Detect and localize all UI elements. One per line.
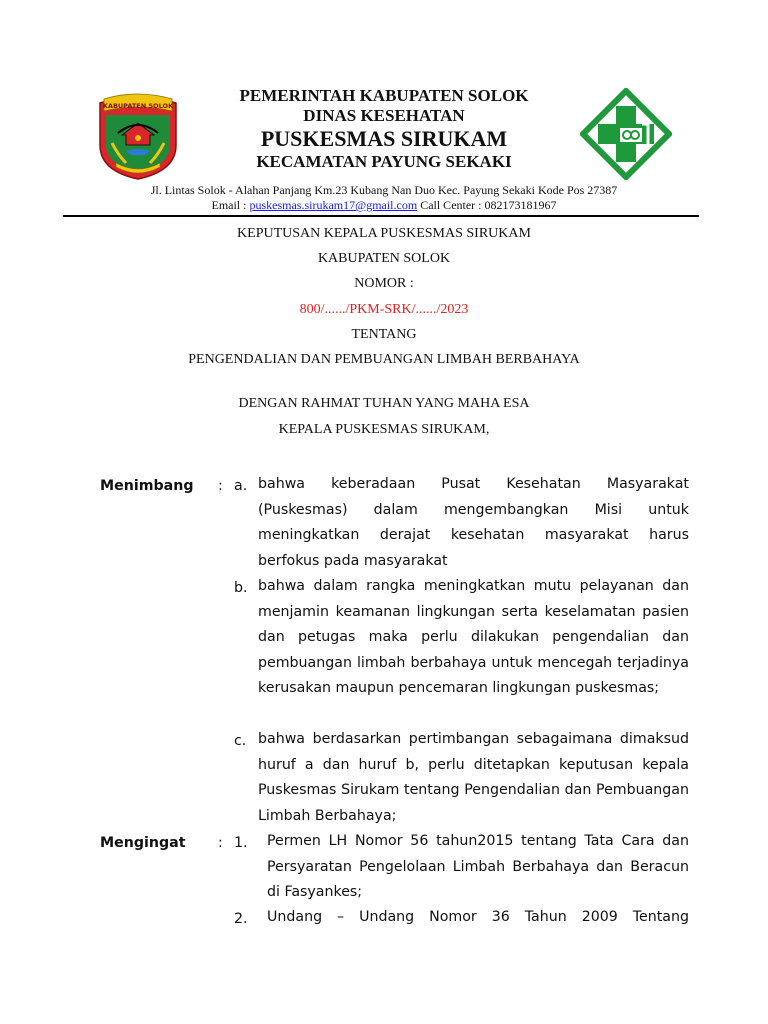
email-prefix: Email :: [211, 198, 250, 212]
mengingat-item-2: Undang – Undang Nomor 36 Tahun 2009 Tentang: [267, 909, 689, 925]
decree-subject: PENGENDALIAN DAN PEMBUANGAN LIMBAH BERBAHAYA: [188, 352, 580, 367]
menimbang-marker-c: c.: [234, 733, 247, 749]
decree-title: KEPUTUSAN KEPALA PUSKESMAS SIRUKAM: [237, 226, 531, 241]
district-name: KECAMATAN PAYUNG SEKAKI: [256, 152, 512, 171]
government-name: PEMERINTAH KABUPATEN SOLOK: [239, 86, 529, 105]
department-name: DINAS KESEHATAN: [303, 106, 465, 125]
mengingat-marker-2: 2.: [234, 911, 248, 927]
puskesmas-name: PUSKESMAS SIRUKAM: [260, 126, 508, 151]
mengingat-marker-1: 1.: [234, 835, 248, 851]
call-center: Call Center : 082173181967: [417, 198, 557, 212]
svg-text:KABUPATEN SOLOK: KABUPATEN SOLOK: [102, 102, 174, 110]
menimbang-item-b: bahwa dalam rangka meningkatkan mutu pelayanan dan menjamin keamanan lingkungan serta keselamatan pasien dan petugas maka perlu dilakukan pengendalian dan pembuangan limbah berbahaya untuk mencegah terjadinya kerusakan maupun pencemaran lingkungan puskesmas;: [258, 578, 689, 696]
menimbang-marker-a: a.: [234, 478, 248, 494]
contact-line: [0, 198, 768, 213]
decree-about-label: TENTANG: [351, 327, 417, 342]
invocation: DENGAN RAHMAT TUHAN YANG MAHA ESA: [238, 396, 530, 411]
menimbang-label: Menimbang: [100, 478, 194, 494]
header-divider: [63, 215, 699, 217]
decree-number: 800/....../PKM-SRK/....../2023: [299, 302, 469, 317]
decree-number-label: NOMOR :: [354, 276, 414, 291]
email-link[interactable]: puskesmas.sirukam17@gmail.com: [249, 198, 418, 212]
mengingat-label: Mengingat: [100, 835, 186, 851]
menimbang-item-a: bahwa keberadaan Pusat Kesehatan Masyarakat (Puskesmas) dalam mengembangkan Misi untuk meningkatkan derajat kesehatan masyarakat harus berfokus pada masyarakat: [258, 476, 689, 569]
address-line: Jl. Lintas Solok - Alahan Panjang Km.23 Kubang Nan Duo Kec. Payung Sekaki Kode Pos 27387: [150, 183, 618, 197]
address-block: [0, 183, 768, 213]
mengingat-item-1: Permen LH Nomor 56 tahun2015 tentang Tata Cara dan Persyaratan Pengelolaan Limbah Berbahaya dan Beracun di Fasyankes;: [267, 833, 689, 900]
menimbang-marker-b: b.: [234, 580, 248, 596]
issuer: KEPALA PUSKESMAS SIRUKAM,: [278, 422, 490, 437]
menimbang-item-c: bahwa berdasarkan pertimbangan sebagaimana dimaksud huruf a dan huruf b, perlu ditetapkan keputusan kepala Puskesmas Sirukam tentang Pengendalian dan Pembuangan Limbah Berbahaya;: [258, 731, 689, 824]
decree-regency: KABUPATEN SOLOK: [317, 251, 451, 266]
menimbang-colon: :: [218, 478, 223, 494]
mengingat-colon: :: [218, 835, 223, 851]
